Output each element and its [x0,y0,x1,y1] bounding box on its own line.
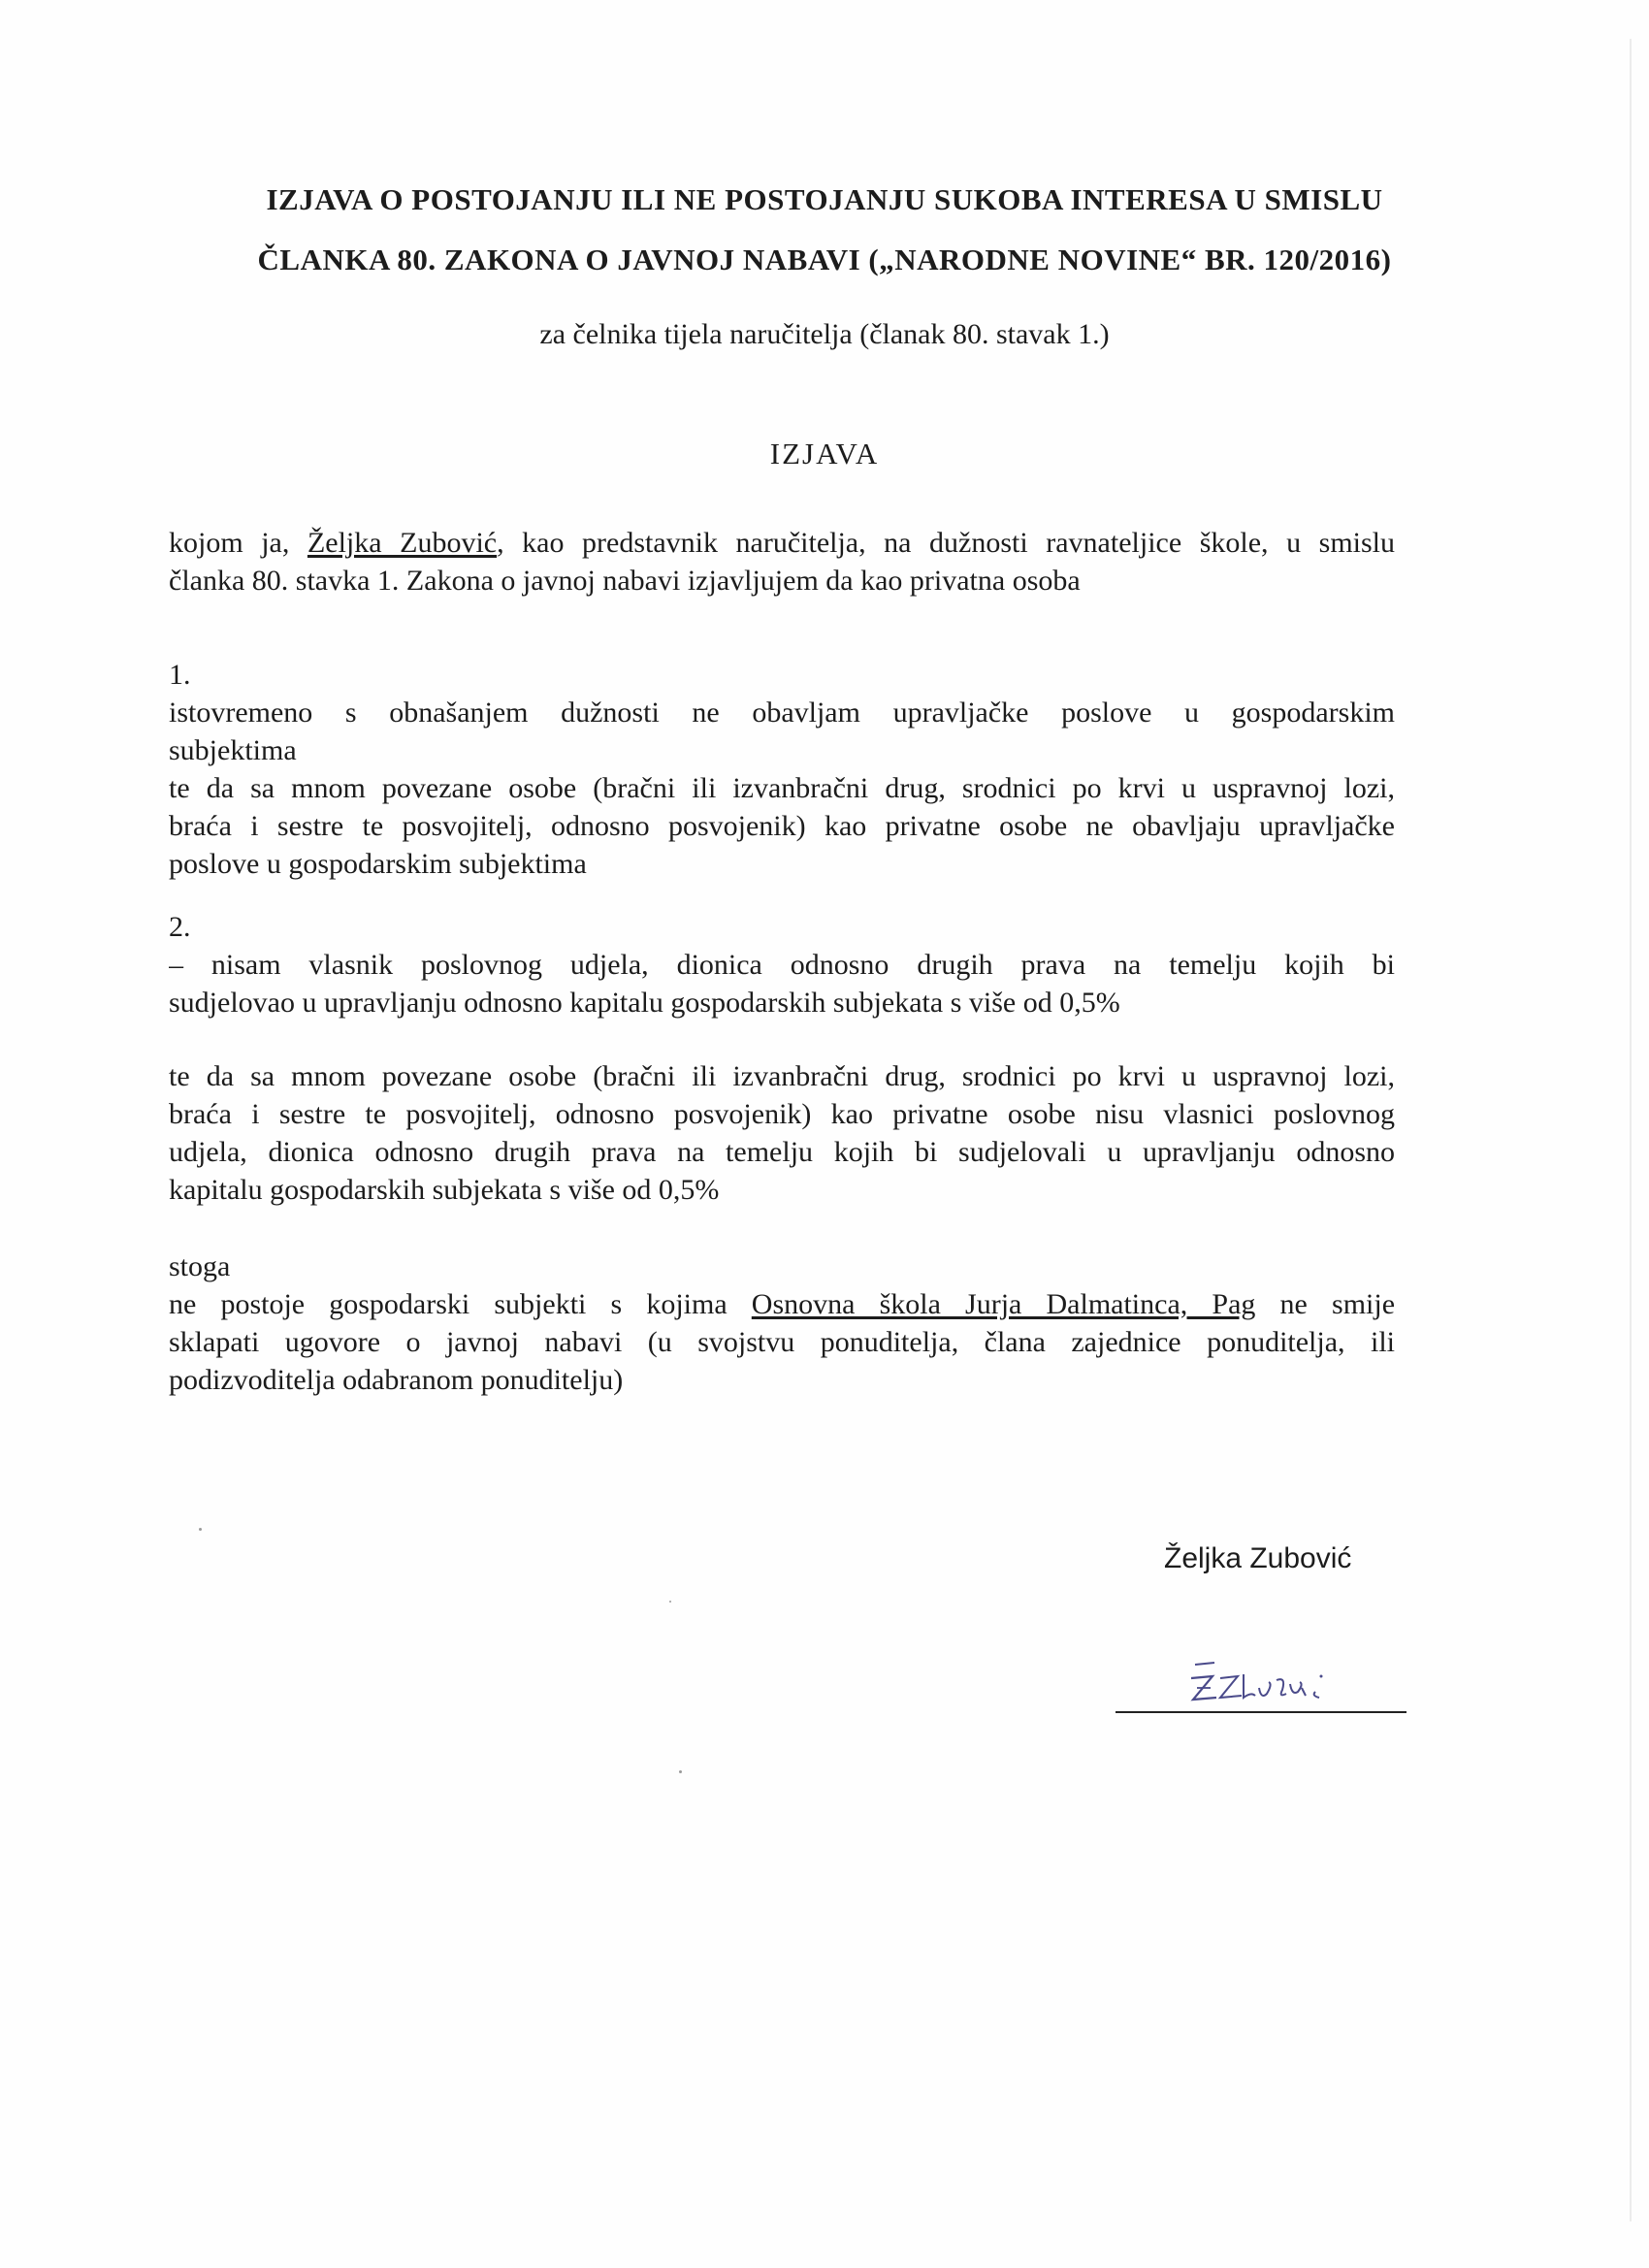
scan-speck [199,1528,202,1531]
section-1-line-5: poslove u gospodarskim subjektima [169,848,587,880]
section-2-paragraph-2 [169,1057,1395,1209]
section-2-line-1: – nisam vlasnik poslovnog udjela, dionica odnosno drugih prava na temelju kojih bi [169,949,1395,981]
signature-line [1116,1711,1406,1713]
conclusion-paragraph [169,1247,1395,1399]
document-subtitle: za čelnika tijela naručitelja (članak 80. stavak 1.) [539,318,1110,350]
section-1-line-3: te da sa mnom povezane osobe (bračni ili izvanbračni drug, srodnici po krvi u uspravnoj lozi, [169,772,1395,804]
conclusion-line-2-rest: ne smije [1255,1288,1395,1320]
scan-speck [679,1770,682,1773]
section-2-para-2-line-3: udjela, dionica odnosno drugih prava na temelju kojih bi sudjelovali u upravljanju odnosno [169,1136,1395,1168]
declarant-name: Željka Zubović [307,527,498,559]
intro-line-1-rest: , kao predstavnik naručitelja, na dužnosti ravnateljice škole, u smislu [497,527,1395,559]
section-2-para-2-line-1: te da sa mnom povezane osobe (bračni ili izvanbračni drug, srodnici po krvi u uspravnoj lozi, [169,1060,1395,1092]
section-1-line-2: subjektima [169,734,297,766]
conclusion-line-2 [169,1285,1395,1323]
intro-paragraph [169,524,1395,599]
conclusion-line-3: sklapati ugovore o javnoj nabavi (u svojstvu ponuditelja, člana zajednice ponuditelja, ili [169,1326,1395,1358]
handwritten-signature [1116,1639,1406,1717]
intro-line-1 [169,524,1395,562]
section-2-para-2-line-4: kapitalu gospodarskih subjekata s više od 0,5% [169,1174,720,1206]
signer-name: Željka Zubović [1164,1542,1352,1574]
section-1-number: 1. [169,659,191,691]
intro-prefix: kojom ja, [169,527,307,559]
document-title-line-1: IZJAVA O POSTOJANJU ILI NE POSTOJANJU SUKOBA INTERESA U SMISLU [266,182,1383,216]
conclusion-line-2-prefix: ne postoje gospodarski subjekti s kojima [169,1288,752,1320]
section-2-para-2-line-2: braća i sestre te posvojitelj, odnosno posvojenik) kao privatne osobe nisu vlasnici poslovnog [169,1098,1395,1130]
school-name: Osnovna škola Jurja Dalmatinca, Pag [751,1288,1256,1320]
section-2-number: 2. [169,911,191,943]
conclusion-line-4: podizvoditelja odabranom ponuditelju) [169,1364,624,1396]
conclusion-line-1: stoga [169,1250,231,1282]
section-1-line-4: braća i sestre te posvojitelj, odnosno posvojenik) kao privatne osobe ne obavljaju upravljačke [169,810,1395,842]
section-2-line-2: sudjelovao u upravljanju odnosno kapitalu gospodarskih subjekata s više od 0,5% [169,987,1120,1019]
scan-speck [669,1601,671,1603]
signature-scribble [1116,1639,1406,1717]
section-2 [169,908,1395,1021]
intro-line-2: članka 80. stavka 1. Zakona o javnoj nabavi izjavljujem da kao privatna osoba [169,565,1081,597]
document-title-line-2: ČLANKA 80. ZAKONA O JAVNOJ NABAVI („NARODNE NOVINE“ BR. 120/2016) [257,243,1392,276]
section-1 [169,656,1395,883]
scan-edge-shadow [1630,39,1632,2221]
section-1-line-1: istovremeno s obnašanjem dužnosti ne obavljam upravljačke poslove u gospodarskim [169,697,1395,729]
statement-heading: IZJAVA [769,437,880,470]
